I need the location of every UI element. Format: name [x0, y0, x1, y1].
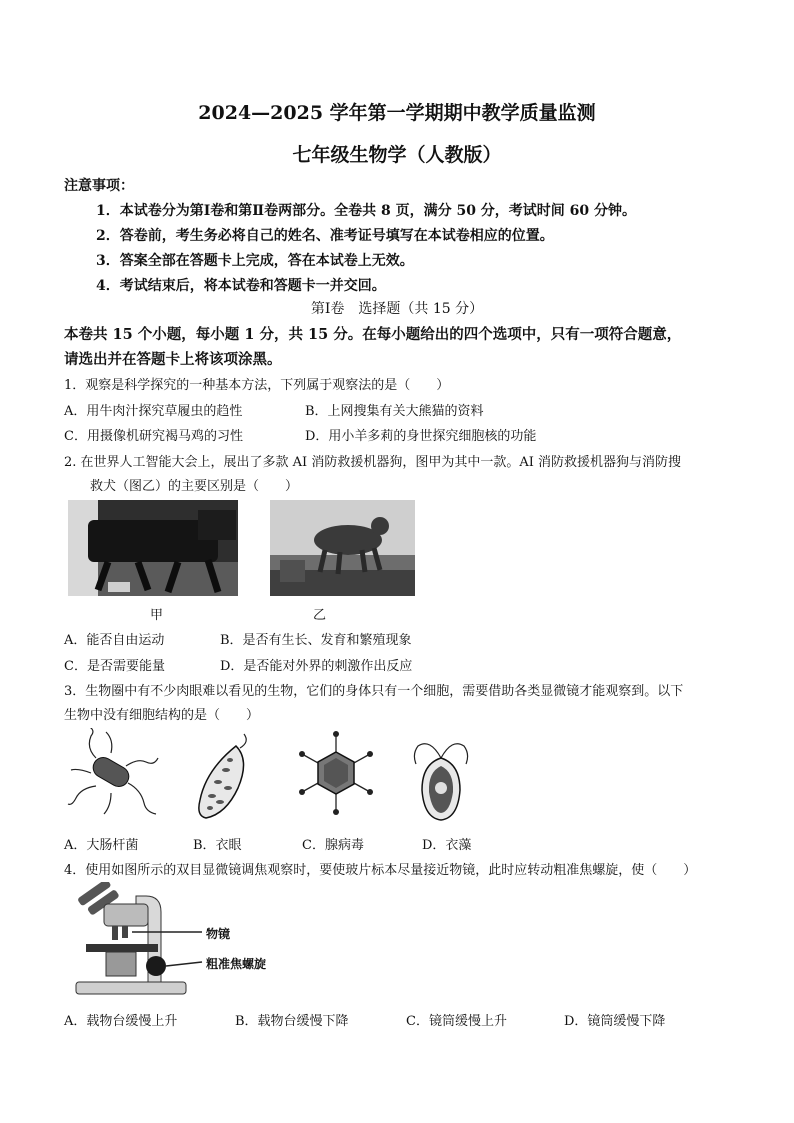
question-1-option-d: D．用小羊多莉的身世探究细胞核的功能	[305, 429, 537, 444]
question-2-option-b: B．是否有生长、发育和繁殖现象	[220, 633, 412, 648]
question-3-option-b: B．衣眼	[193, 838, 242, 853]
question-3-stem: 生物中没有细胞结构的是（ ）	[64, 708, 260, 723]
chlamydomonas-drawing	[408, 728, 474, 823]
notice-item: 4．考试结束后，将本试卷和答题卡一并交回。	[96, 278, 386, 294]
rescue-dog-photo	[270, 500, 415, 596]
question-4-option-c: C．镜筒缓慢上升	[406, 1014, 507, 1029]
microscope-drawing	[66, 882, 206, 997]
question-1-option-a: A．用牛肉汁探究草履虫的趋性	[64, 404, 243, 419]
section-instructions: 请选出并在答题卡上将该项涂黑。	[64, 351, 282, 368]
label-coarse-focus: 粗准焦螺旋	[206, 957, 267, 971]
question-2-option-d: D．是否能对外界的刺激作出反应	[220, 659, 413, 674]
adenovirus-drawing	[296, 730, 376, 816]
figure-label-jia: 甲	[150, 608, 164, 623]
question-2-stem: 2. 在世界人工智能大会上，展出了多款 AI 消防救援机器狗，图甲为其中一款。AI 消防救援机器狗与消防搜	[64, 455, 681, 470]
question-1-option-c: C．用摄像机研究褐马鸡的习性	[64, 429, 243, 444]
exam-subtitle: 七年级生物学（人教版）	[292, 144, 502, 166]
notice-item: 2．答卷前，考生务必将自己的姓名、准考证号填写在本试卷相应的位置。	[96, 228, 554, 244]
e-coli-drawing	[66, 728, 161, 820]
question-4-option-b: B．载物台缓慢下降	[235, 1014, 349, 1029]
question-2-option-c: C．是否需要能量	[64, 659, 165, 674]
question-3-option-c: C．腺病毒	[302, 838, 364, 853]
question-4-option-d: D．镜筒缓慢下降	[564, 1014, 666, 1029]
question-1-option-b: B．上网搜集有关大熊猫的资料	[305, 404, 484, 419]
notice-item: 3．答案全部在答题卡上完成，答在本试卷上无效。	[96, 253, 414, 269]
question-3-option-a: A．大肠杆菌	[64, 838, 139, 853]
section-title: 第Ⅰ卷 选择题（共 15 分）	[310, 301, 484, 317]
question-4-stem: 4．使用如图所示的双目显微镜调焦观察时，要使玻片标本尽量接近物镜，此时应转动粗准焦螺旋，使（ ）	[64, 863, 697, 878]
notice-item: 1．本试卷分为第Ⅰ卷和第Ⅱ卷两部分。全卷共 8 页，满分 50 分，考试时间 60 分钟。	[96, 203, 637, 219]
question-3-option-d: D．衣藻	[422, 838, 472, 853]
euglena-drawing	[188, 730, 258, 822]
question-2-option-a: A．能否自由运动	[64, 633, 165, 648]
robot-dog-photo	[68, 500, 238, 596]
question-3-stem: 3．生物圈中有不少肉眼难以看见的生物，它们的身体只有一个细胞，需要借助各类显微镜才能观察到。以下	[64, 684, 684, 699]
question-4-option-a: A．载物台缓慢上升	[64, 1014, 178, 1029]
question-2-stem: 救犬（图乙）的主要区别是（ ）	[90, 479, 299, 494]
figure-label-yi: 乙	[313, 608, 327, 623]
notice-heading: 注意事项：	[64, 178, 134, 194]
label-objective-lens: 物镜	[206, 927, 231, 941]
question-1-stem: 1．观察是科学探究的一种基本方法，下列属于观察法的是（ ）	[64, 378, 450, 393]
section-instructions: 本卷共 15 个小题，每小题 1 分，共 15 分。在每小题给出的四个选项中，只有一项符合题意，	[64, 326, 682, 343]
exam-title: 2024—2025 学年第一学期期中教学质量监测	[198, 102, 596, 124]
